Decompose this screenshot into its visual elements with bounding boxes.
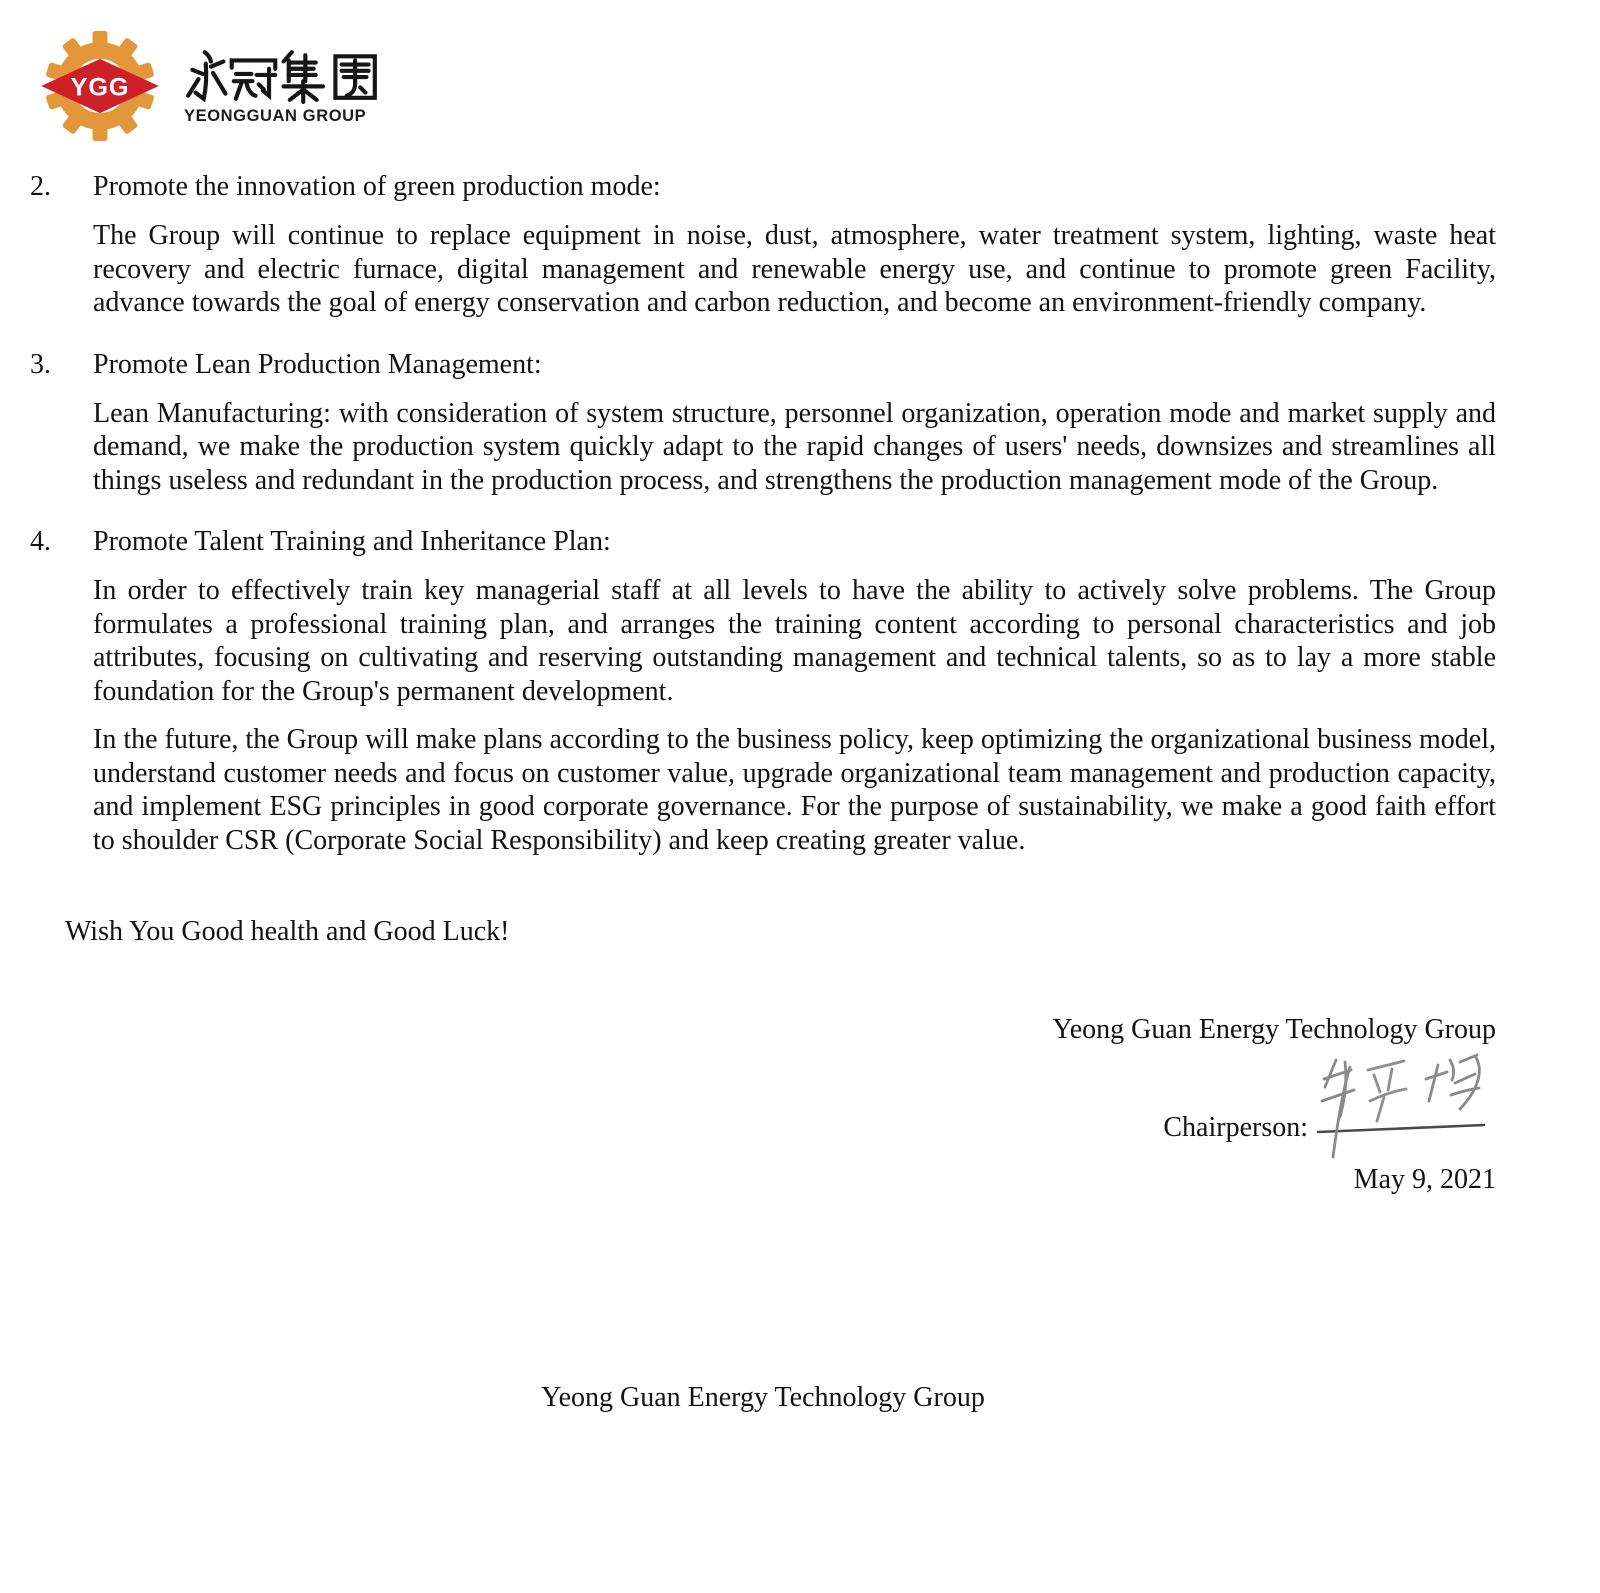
footer-company-name: Yeong Guan Energy Technology Group (541, 1382, 985, 1413)
company-logo (34, 30, 1496, 142)
item-number: 2. (30, 171, 51, 202)
item-number: 4. (30, 526, 51, 557)
item-number: 3. (30, 348, 51, 380)
closing-wish: Wish You Good health and Good Luck! (65, 916, 510, 947)
ygg-gear-logo-icon (34, 30, 166, 142)
logo-chinese-name (184, 48, 381, 104)
item-paragraph: Lean Manufacturing: with consideration of system structure, personnel organization, operation mode and market supply and demand, we make the production system quickly adapt to the rapid changes of users' needs, downsizes and streamlines all things useless and redundant in the production process, and strengthens the production management mode of the Group. (93, 397, 1496, 496)
item-heading: Promote the innovation of green production mode: (93, 171, 661, 202)
item-heading: Promote Talent Training and Inheritance Plan: (93, 526, 611, 557)
signature-company-name: Yeong Guan Energy Technology Group (1052, 1014, 1496, 1045)
logo-text (184, 30, 381, 126)
list-item-3 (30, 348, 1496, 498)
list-item-4 (30, 525, 1496, 857)
item-heading: Promote Lean Production Management: (93, 348, 542, 380)
item-paragraph: In the future, the Group will make plans according to the business policy, keep optimizing the organizational business model, understand customer needs and focus on customer value, upgrade organizational team management and production capacity, and implement ESG principles in good corporate governance. For the purpose of sustainability, we make a good faith effort to shoulder CSR (Corporate Social Responsibility) and keep creating greater value. (93, 724, 1496, 856)
letter-date: May 9, 2021 (1353, 1164, 1496, 1195)
logo-english-name: YEONGGUAN GROUP (184, 107, 367, 125)
ygg-monogram: YGG (70, 73, 130, 102)
chairperson-signature (1310, 1047, 1496, 1159)
chairperson-label: Chairperson: (1163, 1112, 1308, 1143)
item-paragraph: In order to effectively train key managerial staff at all levels to have the ability to actively solve problems. The Group formulates a professional training plan, and arranges the training content according to personal characteristics and job attributes, focusing on cultivating and reserving outstanding management and technical talents, so as to lay a more stable foundation for the Group's permanent development. (93, 575, 1496, 707)
list-item-2 (30, 170, 1496, 320)
signature-row (30, 1051, 1496, 1159)
item-paragraph: The Group will continue to replace equipment in noise, dust, atmosphere, water treatment system, lighting, waste heat recovery and electric furnace, digital management and renewable energy use, and continue to promote green Facility, advance towards the goal of energy conservation and carbon reduction, and become an environment-friendly company. (93, 220, 1496, 318)
